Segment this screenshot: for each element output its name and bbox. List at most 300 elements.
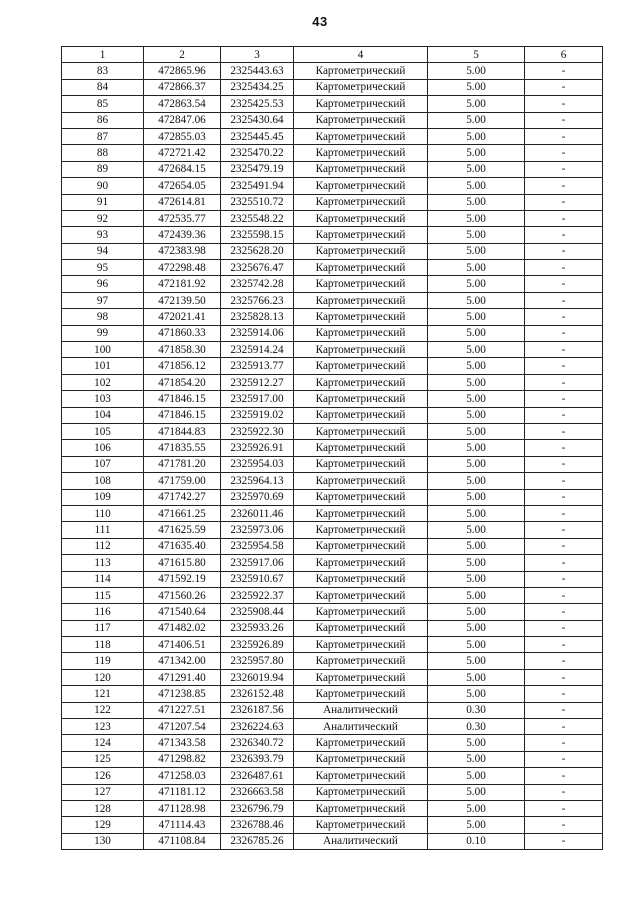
table-row: [62, 669, 603, 685]
accuracy-cell: 5.00: [428, 178, 525, 194]
table-row: [62, 161, 603, 177]
column-header: 1: [62, 47, 144, 63]
method-cell: Картометрический: [294, 276, 428, 292]
point-number-cell: 119: [62, 653, 144, 669]
x-coordinate-cell: 472139.50: [144, 292, 221, 308]
table-row: [62, 686, 603, 702]
x-coordinate-cell: 471291.40: [144, 669, 221, 685]
note-cell: -: [525, 637, 603, 653]
table-row: [62, 194, 603, 210]
point-number-cell: 95: [62, 260, 144, 276]
method-cell: Картометрический: [294, 374, 428, 390]
x-coordinate-cell: 471114.43: [144, 817, 221, 833]
x-coordinate-cell: 472855.03: [144, 128, 221, 144]
method-cell: Картометрический: [294, 292, 428, 308]
note-cell: -: [525, 817, 603, 833]
accuracy-cell: 0.10: [428, 833, 525, 849]
table-row: [62, 456, 603, 472]
method-cell: Картометрический: [294, 817, 428, 833]
method-cell: Картометрический: [294, 112, 428, 128]
y-coordinate-cell: 2325598.15: [221, 227, 294, 243]
x-coordinate-cell: 471342.00: [144, 653, 221, 669]
method-cell: Картометрический: [294, 358, 428, 374]
y-coordinate-cell: 2325445.45: [221, 128, 294, 144]
note-cell: -: [525, 719, 603, 735]
x-coordinate-cell: 471258.03: [144, 768, 221, 784]
accuracy-cell: 5.00: [428, 325, 525, 341]
table-row: [62, 407, 603, 423]
table-header-row: [62, 47, 603, 63]
point-number-cell: 90: [62, 178, 144, 194]
table-row: [62, 178, 603, 194]
accuracy-cell: 5.00: [428, 784, 525, 800]
point-number-cell: 123: [62, 719, 144, 735]
point-number-cell: 108: [62, 473, 144, 489]
accuracy-cell: 5.00: [428, 128, 525, 144]
table-row: [62, 391, 603, 407]
table-row: [62, 342, 603, 358]
table-row: [62, 637, 603, 653]
table-row: [62, 833, 603, 849]
y-coordinate-cell: 2325914.24: [221, 342, 294, 358]
column-header: 3: [221, 47, 294, 63]
method-cell: Картометрический: [294, 604, 428, 620]
note-cell: -: [525, 194, 603, 210]
table-row: [62, 227, 603, 243]
point-number-cell: 94: [62, 243, 144, 259]
accuracy-cell: 5.00: [428, 391, 525, 407]
point-number-cell: 114: [62, 571, 144, 587]
x-coordinate-cell: 471759.00: [144, 473, 221, 489]
note-cell: -: [525, 292, 603, 308]
x-coordinate-cell: 472721.42: [144, 145, 221, 161]
y-coordinate-cell: 2325828.13: [221, 309, 294, 325]
accuracy-cell: 5.00: [428, 292, 525, 308]
note-cell: -: [525, 145, 603, 161]
point-number-cell: 105: [62, 423, 144, 439]
y-coordinate-cell: 2326152.48: [221, 686, 294, 702]
point-number-cell: 87: [62, 128, 144, 144]
accuracy-cell: 5.00: [428, 817, 525, 833]
y-coordinate-cell: 2326187.56: [221, 702, 294, 718]
y-coordinate-cell: 2325964.13: [221, 473, 294, 489]
method-cell: Картометрический: [294, 522, 428, 538]
y-coordinate-cell: 2325954.03: [221, 456, 294, 472]
point-number-cell: 129: [62, 817, 144, 833]
note-cell: -: [525, 358, 603, 374]
table-row: [62, 719, 603, 735]
note-cell: -: [525, 538, 603, 554]
y-coordinate-cell: 2325766.23: [221, 292, 294, 308]
method-cell: Картометрический: [294, 637, 428, 653]
table-row: [62, 653, 603, 669]
accuracy-cell: 0.30: [428, 719, 525, 735]
x-coordinate-cell: 472298.48: [144, 260, 221, 276]
table-row: [62, 440, 603, 456]
accuracy-cell: 5.00: [428, 735, 525, 751]
method-cell: Аналитический: [294, 833, 428, 849]
note-cell: -: [525, 505, 603, 521]
point-number-cell: 84: [62, 79, 144, 95]
note-cell: -: [525, 391, 603, 407]
accuracy-cell: 5.00: [428, 538, 525, 554]
x-coordinate-cell: 471207.54: [144, 719, 221, 735]
table-row: [62, 473, 603, 489]
note-cell: -: [525, 784, 603, 800]
method-cell: Картометрический: [294, 555, 428, 571]
accuracy-cell: 5.00: [428, 112, 525, 128]
accuracy-cell: 5.00: [428, 194, 525, 210]
point-number-cell: 109: [62, 489, 144, 505]
note-cell: -: [525, 587, 603, 603]
point-number-cell: 85: [62, 96, 144, 112]
note-cell: -: [525, 325, 603, 341]
x-coordinate-cell: 471592.19: [144, 571, 221, 587]
column-header: 5: [428, 47, 525, 63]
table-row: [62, 587, 603, 603]
y-coordinate-cell: 2325430.64: [221, 112, 294, 128]
y-coordinate-cell: 2325470.22: [221, 145, 294, 161]
x-coordinate-cell: 471846.15: [144, 407, 221, 423]
point-number-cell: 118: [62, 637, 144, 653]
x-coordinate-cell: 472684.15: [144, 161, 221, 177]
x-coordinate-cell: 471635.40: [144, 538, 221, 554]
accuracy-cell: 5.00: [428, 145, 525, 161]
method-cell: Аналитический: [294, 702, 428, 718]
y-coordinate-cell: 2326487.61: [221, 768, 294, 784]
accuracy-cell: 5.00: [428, 227, 525, 243]
y-coordinate-cell: 2325676.47: [221, 260, 294, 276]
accuracy-cell: 0.30: [428, 702, 525, 718]
note-cell: -: [525, 522, 603, 538]
note-cell: -: [525, 440, 603, 456]
accuracy-cell: 5.00: [428, 260, 525, 276]
table-row: [62, 358, 603, 374]
x-coordinate-cell: 471854.20: [144, 374, 221, 390]
point-number-cell: 116: [62, 604, 144, 620]
table-row: [62, 309, 603, 325]
table-row: [62, 374, 603, 390]
accuracy-cell: 5.00: [428, 571, 525, 587]
table-body: [62, 63, 603, 850]
method-cell: Картометрический: [294, 145, 428, 161]
table-row: [62, 751, 603, 767]
y-coordinate-cell: 2325510.72: [221, 194, 294, 210]
y-coordinate-cell: 2325973.06: [221, 522, 294, 538]
method-cell: Картометрический: [294, 489, 428, 505]
x-coordinate-cell: 472021.41: [144, 309, 221, 325]
point-number-cell: 88: [62, 145, 144, 161]
y-coordinate-cell: 2325922.30: [221, 423, 294, 439]
note-cell: -: [525, 604, 603, 620]
accuracy-cell: 5.00: [428, 686, 525, 702]
table-row: [62, 243, 603, 259]
x-coordinate-cell: 471781.20: [144, 456, 221, 472]
method-cell: Аналитический: [294, 719, 428, 735]
accuracy-cell: 5.00: [428, 637, 525, 653]
note-cell: -: [525, 833, 603, 849]
table-row: [62, 571, 603, 587]
accuracy-cell: 5.00: [428, 63, 525, 79]
point-number-cell: 99: [62, 325, 144, 341]
table-row: [62, 489, 603, 505]
accuracy-cell: 5.00: [428, 276, 525, 292]
point-number-cell: 111: [62, 522, 144, 538]
note-cell: -: [525, 571, 603, 587]
column-header: 6: [525, 47, 603, 63]
accuracy-cell: 5.00: [428, 669, 525, 685]
note-cell: -: [525, 653, 603, 669]
x-coordinate-cell: 471856.12: [144, 358, 221, 374]
method-cell: Картометрический: [294, 161, 428, 177]
note-cell: -: [525, 735, 603, 751]
x-coordinate-cell: 471238.85: [144, 686, 221, 702]
y-coordinate-cell: 2325922.37: [221, 587, 294, 603]
y-coordinate-cell: 2325917.00: [221, 391, 294, 407]
note-cell: -: [525, 686, 603, 702]
y-coordinate-cell: 2326788.46: [221, 817, 294, 833]
table-row: [62, 620, 603, 636]
note-cell: -: [525, 227, 603, 243]
y-coordinate-cell: 2326019.94: [221, 669, 294, 685]
x-coordinate-cell: 472614.81: [144, 194, 221, 210]
method-cell: Картометрический: [294, 538, 428, 554]
accuracy-cell: 5.00: [428, 374, 525, 390]
note-cell: -: [525, 456, 603, 472]
accuracy-cell: 5.00: [428, 620, 525, 636]
point-number-cell: 126: [62, 768, 144, 784]
accuracy-cell: 5.00: [428, 800, 525, 816]
table-row: [62, 800, 603, 816]
table-row: [62, 522, 603, 538]
method-cell: Картометрический: [294, 784, 428, 800]
y-coordinate-cell: 2325914.06: [221, 325, 294, 341]
accuracy-cell: 5.00: [428, 653, 525, 669]
note-cell: -: [525, 702, 603, 718]
table-row: [62, 423, 603, 439]
method-cell: Картометрический: [294, 423, 428, 439]
y-coordinate-cell: 2325917.06: [221, 555, 294, 571]
accuracy-cell: 5.00: [428, 473, 525, 489]
point-number-cell: 96: [62, 276, 144, 292]
point-number-cell: 93: [62, 227, 144, 243]
y-coordinate-cell: 2325919.02: [221, 407, 294, 423]
page-number: 43: [312, 14, 328, 29]
method-cell: Картометрический: [294, 669, 428, 685]
method-cell: Картометрический: [294, 735, 428, 751]
note-cell: -: [525, 407, 603, 423]
point-number-cell: 127: [62, 784, 144, 800]
x-coordinate-cell: 471742.27: [144, 489, 221, 505]
table-row: [62, 128, 603, 144]
method-cell: Картометрический: [294, 440, 428, 456]
table-row: [62, 604, 603, 620]
note-cell: -: [525, 768, 603, 784]
x-coordinate-cell: 471108.84: [144, 833, 221, 849]
note-cell: -: [525, 79, 603, 95]
method-cell: Картометрический: [294, 686, 428, 702]
point-number-cell: 117: [62, 620, 144, 636]
point-number-cell: 83: [62, 63, 144, 79]
note-cell: -: [525, 374, 603, 390]
table-row: [62, 276, 603, 292]
note-cell: -: [525, 243, 603, 259]
method-cell: Картометрический: [294, 325, 428, 341]
note-cell: -: [525, 96, 603, 112]
method-cell: Картометрический: [294, 391, 428, 407]
method-cell: Картометрический: [294, 768, 428, 784]
y-coordinate-cell: 2326224.63: [221, 719, 294, 735]
x-coordinate-cell: 471227.51: [144, 702, 221, 718]
y-coordinate-cell: 2325443.63: [221, 63, 294, 79]
note-cell: -: [525, 128, 603, 144]
y-coordinate-cell: 2325628.20: [221, 243, 294, 259]
point-number-cell: 91: [62, 194, 144, 210]
y-coordinate-cell: 2325957.80: [221, 653, 294, 669]
note-cell: -: [525, 800, 603, 816]
x-coordinate-cell: 471560.26: [144, 587, 221, 603]
y-coordinate-cell: 2326393.79: [221, 751, 294, 767]
note-cell: -: [525, 210, 603, 226]
table-row: [62, 96, 603, 112]
accuracy-cell: 5.00: [428, 79, 525, 95]
method-cell: Картометрический: [294, 63, 428, 79]
accuracy-cell: 5.00: [428, 751, 525, 767]
point-number-cell: 125: [62, 751, 144, 767]
table-row: [62, 112, 603, 128]
x-coordinate-cell: 471625.59: [144, 522, 221, 538]
x-coordinate-cell: 471858.30: [144, 342, 221, 358]
x-coordinate-cell: 471661.25: [144, 505, 221, 521]
y-coordinate-cell: 2325926.89: [221, 637, 294, 653]
x-coordinate-cell: 471298.82: [144, 751, 221, 767]
y-coordinate-cell: 2326340.72: [221, 735, 294, 751]
x-coordinate-cell: 471540.64: [144, 604, 221, 620]
x-coordinate-cell: 471860.33: [144, 325, 221, 341]
table-row: [62, 145, 603, 161]
table-row: [62, 210, 603, 226]
y-coordinate-cell: 2326011.46: [221, 505, 294, 521]
accuracy-cell: 5.00: [428, 161, 525, 177]
method-cell: Картометрический: [294, 653, 428, 669]
method-cell: Картометрический: [294, 473, 428, 489]
accuracy-cell: 5.00: [428, 309, 525, 325]
point-number-cell: 107: [62, 456, 144, 472]
point-number-cell: 121: [62, 686, 144, 702]
point-number-cell: 130: [62, 833, 144, 849]
note-cell: -: [525, 473, 603, 489]
point-number-cell: 110: [62, 505, 144, 521]
accuracy-cell: 5.00: [428, 440, 525, 456]
table-row: [62, 735, 603, 751]
accuracy-cell: 5.00: [428, 243, 525, 259]
method-cell: Картометрический: [294, 505, 428, 521]
accuracy-cell: 5.00: [428, 505, 525, 521]
point-number-cell: 97: [62, 292, 144, 308]
accuracy-cell: 5.00: [428, 358, 525, 374]
y-coordinate-cell: 2325548.22: [221, 210, 294, 226]
y-coordinate-cell: 2325742.28: [221, 276, 294, 292]
point-number-cell: 120: [62, 669, 144, 685]
method-cell: Картометрический: [294, 210, 428, 226]
method-cell: Картометрический: [294, 587, 428, 603]
method-cell: Картометрический: [294, 407, 428, 423]
point-number-cell: 112: [62, 538, 144, 554]
note-cell: -: [525, 178, 603, 194]
accuracy-cell: 5.00: [428, 489, 525, 505]
point-number-cell: 86: [62, 112, 144, 128]
accuracy-cell: 5.00: [428, 768, 525, 784]
accuracy-cell: 5.00: [428, 522, 525, 538]
x-coordinate-cell: 472847.06: [144, 112, 221, 128]
table-row: [62, 79, 603, 95]
point-number-cell: 100: [62, 342, 144, 358]
coordinates-table: [61, 46, 603, 850]
method-cell: Картометрический: [294, 260, 428, 276]
y-coordinate-cell: 2325933.26: [221, 620, 294, 636]
note-cell: -: [525, 751, 603, 767]
x-coordinate-cell: 471128.98: [144, 800, 221, 816]
point-number-cell: 106: [62, 440, 144, 456]
y-coordinate-cell: 2325479.19: [221, 161, 294, 177]
method-cell: Картометрический: [294, 800, 428, 816]
y-coordinate-cell: 2325425.53: [221, 96, 294, 112]
accuracy-cell: 5.00: [428, 587, 525, 603]
note-cell: -: [525, 260, 603, 276]
x-coordinate-cell: 471181.12: [144, 784, 221, 800]
x-coordinate-cell: 472863.54: [144, 96, 221, 112]
method-cell: Картометрический: [294, 128, 428, 144]
method-cell: Картометрический: [294, 456, 428, 472]
accuracy-cell: 5.00: [428, 604, 525, 620]
method-cell: Картометрический: [294, 79, 428, 95]
y-coordinate-cell: 2325913.77: [221, 358, 294, 374]
table-row: [62, 260, 603, 276]
x-coordinate-cell: 471343.58: [144, 735, 221, 751]
x-coordinate-cell: 471835.55: [144, 440, 221, 456]
method-cell: Картометрический: [294, 178, 428, 194]
x-coordinate-cell: 471844.83: [144, 423, 221, 439]
point-number-cell: 124: [62, 735, 144, 751]
x-coordinate-cell: 471846.15: [144, 391, 221, 407]
note-cell: -: [525, 620, 603, 636]
table-row: [62, 292, 603, 308]
table-row: [62, 63, 603, 79]
column-header: 4: [294, 47, 428, 63]
y-coordinate-cell: 2325908.44: [221, 604, 294, 620]
point-number-cell: 104: [62, 407, 144, 423]
x-coordinate-cell: 472865.96: [144, 63, 221, 79]
accuracy-cell: 5.00: [428, 96, 525, 112]
x-coordinate-cell: 471615.80: [144, 555, 221, 571]
method-cell: Картометрический: [294, 309, 428, 325]
note-cell: -: [525, 669, 603, 685]
note-cell: -: [525, 63, 603, 79]
point-number-cell: 115: [62, 587, 144, 603]
note-cell: -: [525, 342, 603, 358]
accuracy-cell: 5.00: [428, 423, 525, 439]
table-row: [62, 505, 603, 521]
note-cell: -: [525, 309, 603, 325]
method-cell: Картометрический: [294, 342, 428, 358]
y-coordinate-cell: 2325912.27: [221, 374, 294, 390]
x-coordinate-cell: 472535.77: [144, 210, 221, 226]
method-cell: Картометрический: [294, 194, 428, 210]
x-coordinate-cell: 472439.36: [144, 227, 221, 243]
column-header: 2: [144, 47, 221, 63]
accuracy-cell: 5.00: [428, 456, 525, 472]
point-number-cell: 102: [62, 374, 144, 390]
